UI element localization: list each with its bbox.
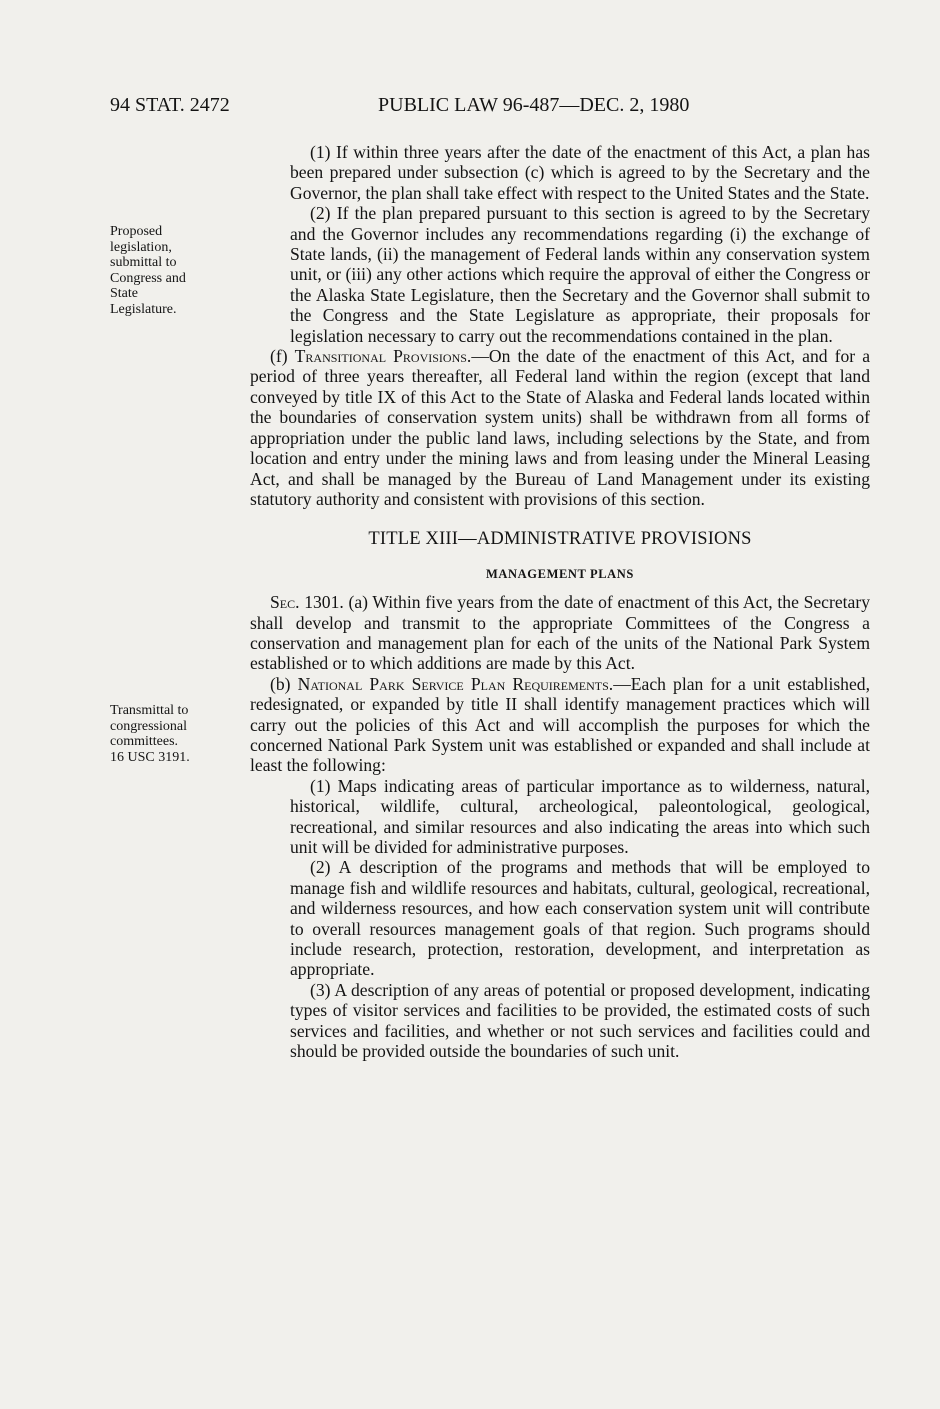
margin-note-line: congressional (110, 718, 187, 734)
section-1301 (250, 592, 870, 674)
margin-note-line: submittal to (110, 255, 177, 270)
requirement-3: (3) A description of any areas of potential or proposed development, indicating types of visitor services and facilities to be provided, the estimated costs of such services and facilities, and whether or not such services and facilities could and should be provided outside the boundaries of such unit. (290, 979, 870, 1062)
margin-note-line: 16 USC 3191. (110, 749, 190, 765)
margin-note-line: committees. (110, 734, 179, 749)
margin-note-line: Transmittal to (110, 703, 189, 718)
statute-page-number: 94 STAT. 2472 (110, 94, 230, 116)
margin-note-line: Proposed (110, 224, 163, 239)
subsection-f (250, 346, 870, 509)
margin-note-line: Congress and (110, 270, 186, 286)
margin-note-line: Legislature. (110, 301, 177, 317)
subsection-heading: National Park Service Plan Requirements. (297, 673, 614, 694)
margin-note-line: legislation, (110, 239, 172, 255)
section-text: 1301. (a) Within five years from the date of enactment of this Act, the Secretary shall develop and transmit to the appropriate Committees of the Congress a conservation and management plan for each of the units of the National Park System established or to which additions are made by this Act. (250, 592, 870, 674)
subsection-text: —Each plan for a unit established, redesignated, or expanded by title II shall identify management practices which will carry out the policies of this Act and will accomplish the purposes for which the concerned National Park System unit was established or expanded and shall include at least the following: (250, 673, 870, 776)
requirement-1: (1) Maps indicating areas of particular importance as to wilderness, natural, historical, wildlife, cultural, archeological, paleontological, geological, recreational, and similar resources and also indicating the areas into which such unit will be divided for administrative purposes. (290, 775, 870, 857)
subsection-label: (b) (270, 673, 298, 694)
subsection-text: —On the date of the enactment of this Act, and for a period of three years thereafter, all Federal land within the region (except that land conveyed by title IX of this Act to the State of Alaska and Federal lands located within the boundaries of conservation system units) shall be withdrawn from all forms of appropriation under the public land laws, including selections by the State, and from location and entry under the mining laws and from leasing under the Mineral Leasing Act, and shall be managed by the Bureau of Land Management under its existing statutory authority and consistent with provisions of this section. (250, 346, 871, 509)
public-law-title: PUBLIC LAW 96-487—DEC. 2, 1980 (378, 94, 690, 116)
paragraph-1: (1) If within three years after the date of the enactment of this Act, a plan has been prepared under subsection (c) which is agreed to by the Secretary and the Governor, the plan shall take effect with respect to the United States and the State. (290, 142, 870, 203)
margin-note-line: State (110, 286, 138, 301)
body-text (250, 142, 870, 1061)
paragraph-2: (2) If the plan prepared pursuant to this section is agreed to by the Secretary and the Governor includes any recommendations regarding (i) the exchange of State lands, (ii) the management of Federal lands within any conservation system unit, or (iii) any other actions which require the approval of either the Congress or the Alaska State Legislature, then the Secretary and the Governor shall submit to the Congress and the State Legislature as appropriate, their proposals for legislation necessary to carry out the recommendations contained in the plan. (290, 203, 870, 346)
subsection-b (250, 674, 870, 776)
margin-note-proposed-legislation (110, 224, 230, 317)
subsection-label: (f) (270, 346, 295, 367)
requirement-2: (2) A description of the programs and methods that will be employed to manage fish and wildlife resources and habitats, cultural, geological, recreational, and wilderness resources, and how each conservation system unit will contribute to overall resources management goals of that region. Such programs should include research, protection, restoration, development, and interpretation as appropriate. (290, 857, 870, 980)
section-subheading: MANAGEMENT PLANS (486, 566, 634, 581)
section-label: Sec. (270, 592, 300, 613)
subsection-heading: Transitional Provisions. (294, 346, 472, 367)
title-heading: TITLE XIII—ADMINISTRATIVE PROVISIONS (368, 529, 752, 550)
margin-note-transmittal (110, 703, 230, 765)
